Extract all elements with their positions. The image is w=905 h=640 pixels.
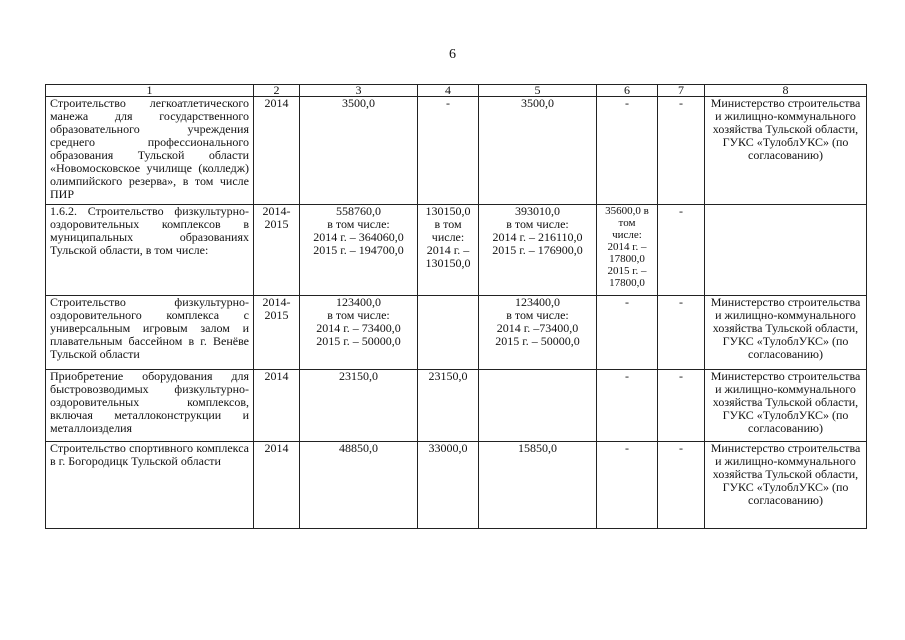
- item-year: 2014: [254, 97, 300, 205]
- item-col6: -: [597, 296, 658, 370]
- item-col6: -: [597, 442, 658, 529]
- table-row: [46, 97, 867, 205]
- item-year: 2014: [254, 442, 300, 529]
- table-row: [46, 205, 867, 296]
- item-col5: 123400,0 в том числе: 2014 г. –73400,0 2015 г. – 50000,0: [479, 296, 597, 370]
- item-col5: 15850,0: [479, 442, 597, 529]
- item-col4: 33000,0: [418, 442, 479, 529]
- item-col4: [418, 296, 479, 370]
- item-col7: -: [658, 205, 705, 296]
- table-row: [46, 442, 867, 529]
- item-col7: -: [658, 296, 705, 370]
- item-col7: -: [658, 442, 705, 529]
- item-total: 48850,0: [300, 442, 418, 529]
- item-name: 1.6.2. Строительство физкультурно-оздоровительных комплексов в муниципальных образованиях Тульской области, в том числе:: [46, 205, 254, 296]
- header-cell: 1: [46, 85, 254, 97]
- header-cell: 2: [254, 85, 300, 97]
- table-row: [46, 370, 867, 442]
- item-col4: 23150,0: [418, 370, 479, 442]
- item-total: 123400,0 в том числе: 2014 г. – 73400,0 2015 г. – 50000,0: [300, 296, 418, 370]
- header-cell: 4: [418, 85, 479, 97]
- item-col5: 3500,0: [479, 97, 597, 205]
- item-col7: -: [658, 370, 705, 442]
- header-cell: 5: [479, 85, 597, 97]
- program-table: [45, 84, 867, 529]
- header-cell: 6: [597, 85, 658, 97]
- item-executor: [705, 205, 867, 296]
- header-row: [46, 85, 867, 97]
- header-cell: 3: [300, 85, 418, 97]
- item-year: 2014-2015: [254, 205, 300, 296]
- item-name: Строительство легкоатлетического манежа для государственного образовательного учреждения среднего профессионального образования Тульской области «Новомосковское училище (колледж) олимпийского резерва», в том числе ПИР: [46, 97, 254, 205]
- item-col6: 35600,0 в том числе: 2014 г. – 17800,0 2015 г. – 17800,0: [597, 205, 658, 296]
- item-col5: [479, 370, 597, 442]
- item-name: Строительство физкультурно-оздоровительного комплекса с универсальным игровым залом и плавательным бассейном в г. Венёве Тульской области: [46, 296, 254, 370]
- table-row: [46, 296, 867, 370]
- item-total: 3500,0: [300, 97, 418, 205]
- item-col4: 130150,0 в том числе: 2014 г. – 130150,0: [418, 205, 479, 296]
- item-year: 2014: [254, 370, 300, 442]
- item-col4: -: [418, 97, 479, 205]
- item-total: 558760,0 в том числе: 2014 г. – 364060,0 2015 г. – 194700,0: [300, 205, 418, 296]
- header-cell: 7: [658, 85, 705, 97]
- item-col7: -: [658, 97, 705, 205]
- item-col6: -: [597, 370, 658, 442]
- item-executor: Министерство строительства и жилищно-коммунального хозяйства Тульской области, ГУКС «ТулоблУКС» (по согласованию): [705, 296, 867, 370]
- item-name: Строительство спортивного комплекса в г. Богородицк Тульской области: [46, 442, 254, 529]
- item-col6: -: [597, 97, 658, 205]
- item-col5: 393010,0 в том числе: 2014 г. – 216110,0 2015 г. – 176900,0: [479, 205, 597, 296]
- item-executor: Министерство строительства и жилищно-коммунального хозяйства Тульской области, ГУКС «ТулоблУКС» (по согласованию): [705, 97, 867, 205]
- item-total: 23150,0: [300, 370, 418, 442]
- header-cell: 8: [705, 85, 867, 97]
- page-number: 6: [449, 47, 456, 62]
- item-year: 2014-2015: [254, 296, 300, 370]
- item-executor: Министерство строительства и жилищно-коммунального хозяйства Тульской области, ГУКС «ТулоблУКС» (по согласованию): [705, 370, 867, 442]
- item-name: Приобретение оборудования для быстровозводимых физкультурно-оздоровительных комплексов, включая металлоконструкции и металлоизделия: [46, 370, 254, 442]
- item-executor: Министерство строительства и жилищно-коммунального хозяйства Тульской области, ГУКС «ТулоблУКС» (по согласованию): [705, 442, 867, 529]
